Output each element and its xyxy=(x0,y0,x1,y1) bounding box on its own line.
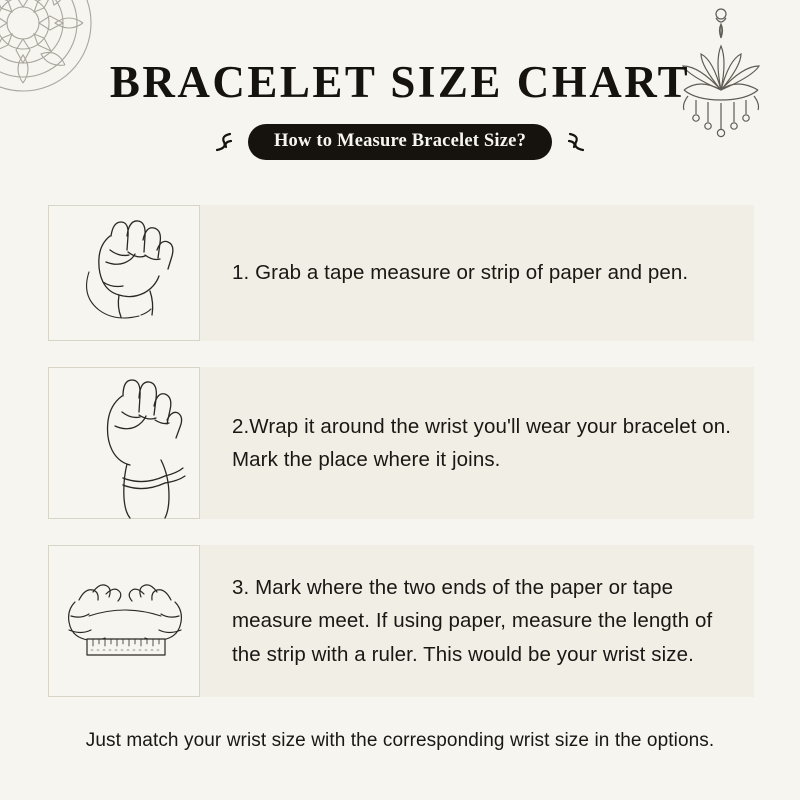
step-text: 2.Wrap it around the wrist you'll wear your bracelet on. Mark the place where it joins. xyxy=(232,414,732,471)
flourish-left-icon xyxy=(210,129,236,155)
step-item xyxy=(48,205,754,341)
subtitle-pill: How to Measure Bracelet Size? xyxy=(248,124,552,160)
page-title: BRACELET SIZE CHART xyxy=(109,57,691,107)
step-item xyxy=(48,545,754,697)
step-item xyxy=(48,367,754,519)
footer-note: Just match your wrist size with the corresponding wrist size in the options. xyxy=(85,730,715,751)
hands-measuring-strip-with-ruler-illustration xyxy=(48,545,200,697)
subtitle-row xyxy=(0,124,800,160)
step-text: 3. Mark where the two ends of the paper or tape measure meet. If using paper, measure the length of the strip with a ruler. This would be your wrist size. xyxy=(232,576,713,666)
step-text: 1. Grab a tape measure or strip of paper and pen. xyxy=(232,261,689,285)
hand-wrapping-tape-around-wrist-illustration xyxy=(48,367,200,519)
fist-with-tape-measure-illustration xyxy=(48,205,200,341)
flourish-right-icon xyxy=(564,129,590,155)
steps-list xyxy=(48,205,754,723)
